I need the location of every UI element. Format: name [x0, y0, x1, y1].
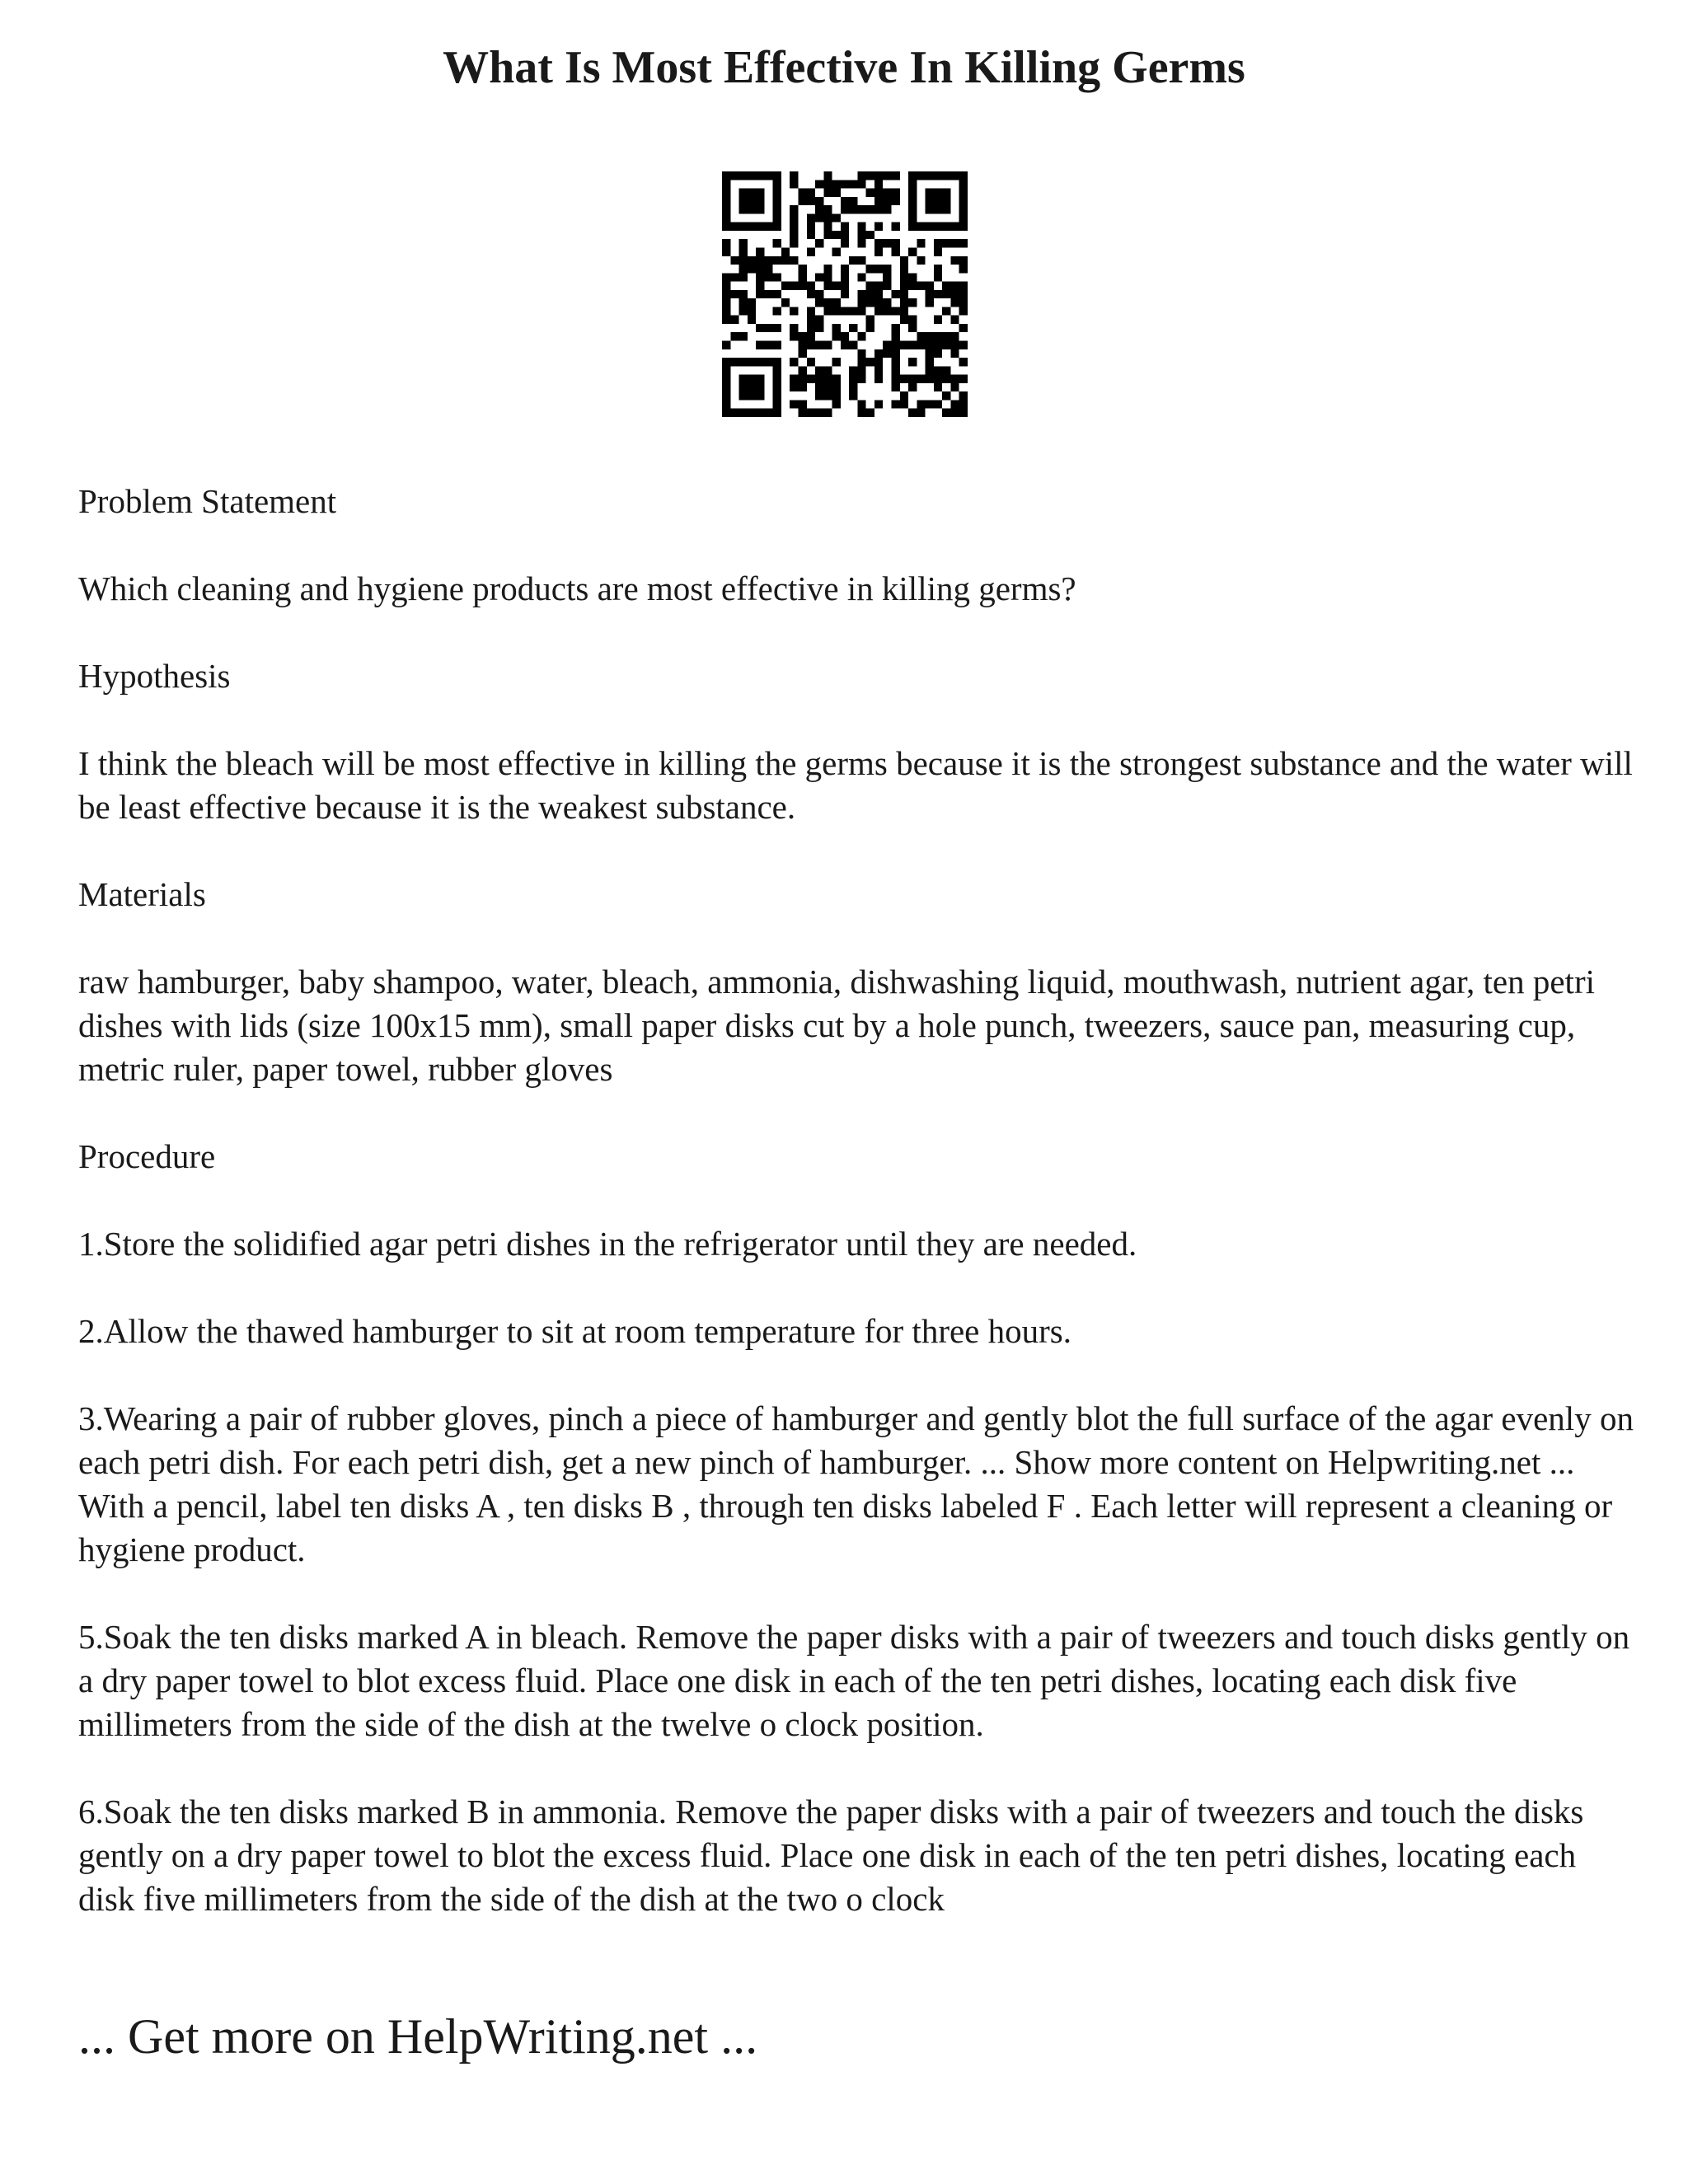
procedure-step-2: 2.Allow the thawed hamburger to sit at room temperature for three hours. — [78, 1312, 1071, 1350]
problem-statement-heading: Problem Statement — [78, 482, 337, 520]
procedure-step-1: 1.Store the solidified agar petri dishes in the refrigerator until they are needed. — [78, 1225, 1137, 1263]
hypothesis-heading: Hypothesis — [78, 657, 231, 695]
procedure-step-4: With a pencil, label ten disks A , ten disks B , through ten disks labeled F . Each letter will represent a cleaning or hygiene product. — [78, 1487, 1613, 1568]
hypothesis-text: I think the bleach will be most effective in killing the germs because it is the strongest substance and the water will be least effective because it is the weakest substance. — [78, 744, 1633, 826]
materials-text: raw hamburger, baby shampoo, water, bleach, ammonia, dishwashing liquid, mouthwash, nutrient agar, ten petri dishes with lids (size 100x15 mm), small paper disks cut by a hole punch, tweezers, sauce pan, measuring cup, metric ruler, paper towel, rubber gloves — [78, 963, 1595, 1088]
procedure-heading: Procedure — [78, 1137, 216, 1175]
procedure-step-5: 5.Soak the ten disks marked A in bleach. Remove the paper disks with a pair of tweezers and touch disks gently on a dry paper towel to blot excess fluid. Place one disk in each of the ten petri dishes, locating each disk five millimeters from the side of the dish at the twelve o clock position. — [78, 1618, 1630, 1743]
problem-statement-text: Which cleaning and hygiene products are most effective in killing germs? — [78, 569, 1076, 607]
materials-heading: Materials — [78, 875, 206, 913]
procedure-step-3: 3.Wearing a pair of rubber gloves, pinch a piece of hamburger and gently blot the full surface of the agar evenly on each petri dish. For each petri dish, get a new pinch of hamburger. ... Show more content on Helpwriting.net ... — [78, 1399, 1634, 1481]
procedure-step-6: 6.Soak the ten disks marked B in ammonia. Remove the paper disks with a pair of tweezers and touch the disks gently on a dry paper towel to blot the excess fluid. Place one disk in each of the ten petri dishes, locating each disk five millimeters from the side of the dish at the two o clock — [78, 1793, 1584, 1918]
qr-code-icon — [722, 171, 968, 417]
document-body — [78, 480, 1636, 1921]
document-title: What Is Most Effective In Killing Germs — [443, 42, 1245, 93]
get-more-link[interactable]: ... Get more on HelpWriting.net ... — [78, 2009, 758, 2064]
